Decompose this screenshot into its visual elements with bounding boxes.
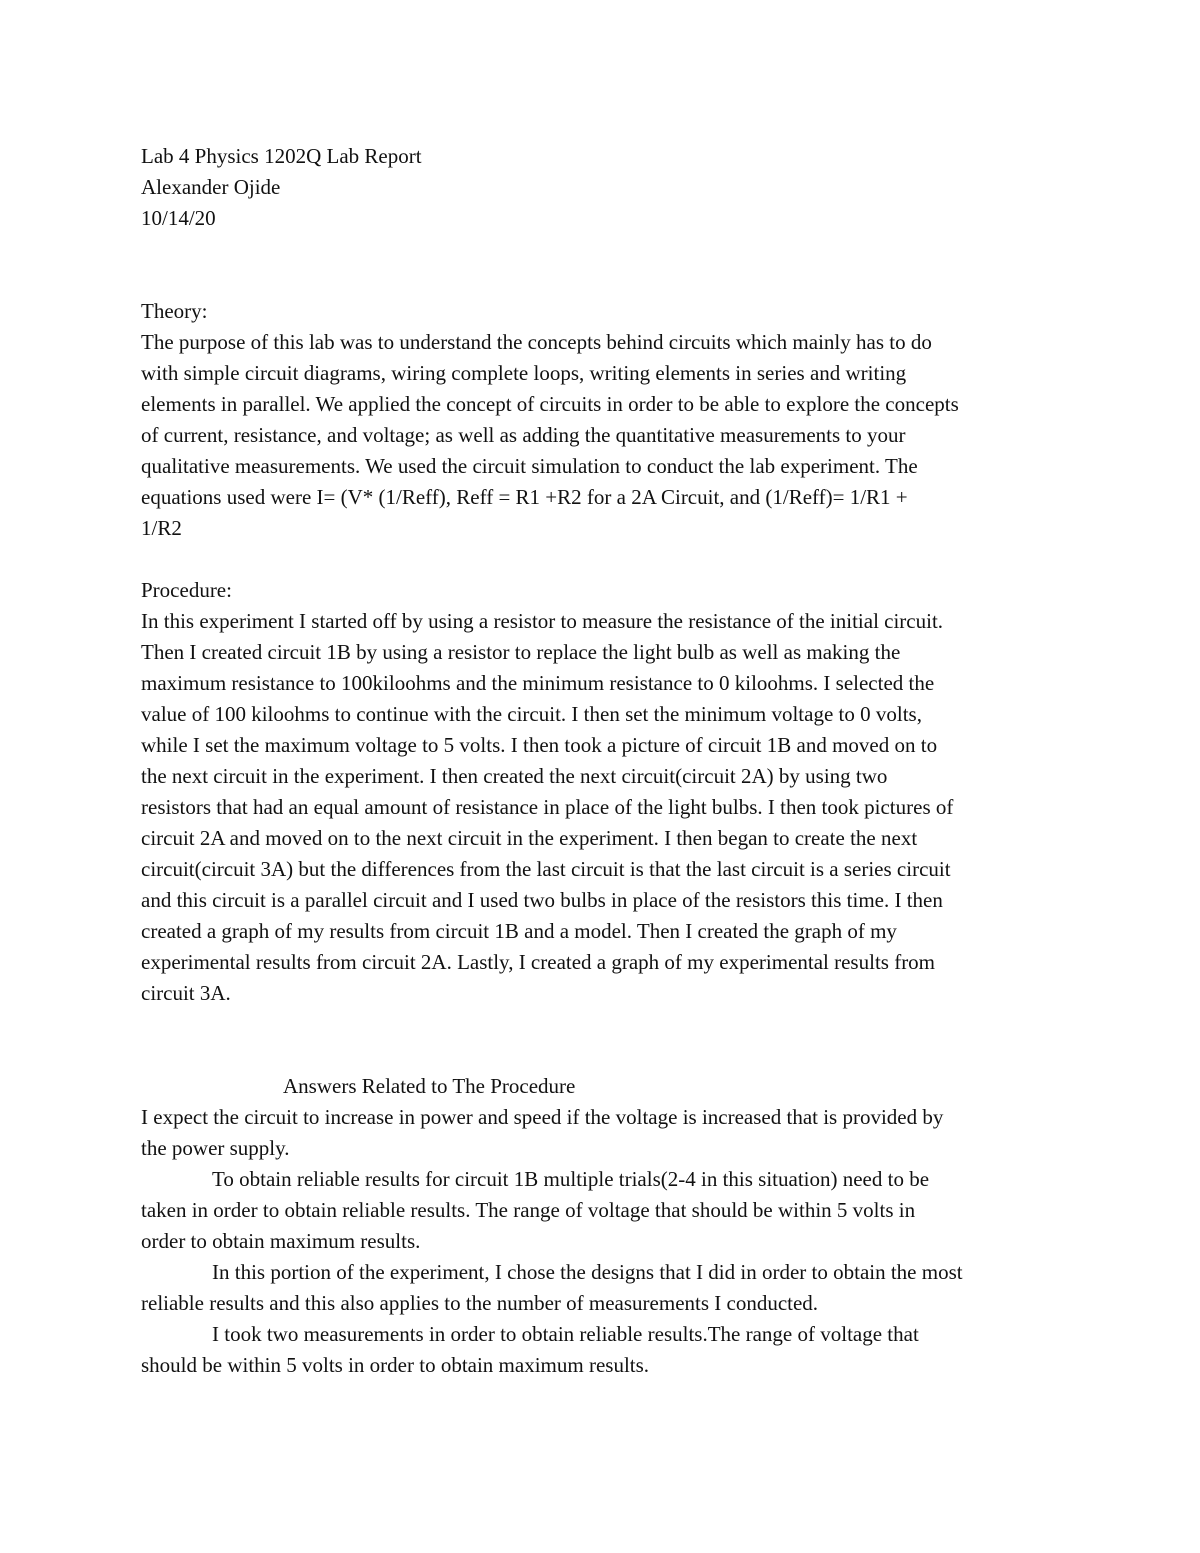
answer-line: should be within 5 volts in order to obtain maximum results. (141, 1353, 650, 1377)
theory-line: 1/R2 (141, 516, 182, 540)
spacer (141, 1009, 1066, 1071)
document-title: Lab 4 Physics 1202Q Lab Report (141, 144, 422, 168)
procedure-line: created a graph of my results from circuit 1B and a model. Then I created the graph of my (141, 919, 897, 943)
answer-line: the power supply. (141, 1136, 290, 1160)
document-date: 10/14/20 (141, 206, 216, 230)
procedure-line: and this circuit is a parallel circuit and I used two bulbs in place of the resistors this time. I then (141, 888, 943, 912)
answer-paragraph (141, 1257, 1066, 1319)
procedure-section (141, 575, 1066, 1009)
answer-line: In this portion of the experiment, I chose the designs that I did in order to obtain the most (212, 1260, 963, 1284)
author-name: Alexander Ojide (141, 175, 281, 199)
procedure-heading: Procedure: (141, 578, 232, 602)
theory-heading: Theory: (141, 299, 208, 323)
theory-line: qualitative measurements. We used the circuit simulation to conduct the lab experiment. The (141, 454, 918, 478)
theory-line: The purpose of this lab was to understand the concepts behind circuits which mainly has to do (141, 330, 932, 354)
procedure-line: experimental results from circuit 2A. Lastly, I created a graph of my experimental results from (141, 950, 936, 974)
procedure-line: circuit(circuit 3A) but the differences from the last circuit is that the last circuit is a series circuit (141, 857, 951, 881)
theory-line: with simple circuit diagrams, wiring complete loops, writing elements in series and writing (141, 361, 907, 385)
answer-line: I took two measurements in order to obtain reliable results.The range of voltage that (212, 1322, 919, 1346)
procedure-line: value of 100 kiloohms to continue with the circuit. I then set the minimum voltage to 0 volts, (141, 702, 922, 726)
answer-line: taken in order to obtain reliable results. The range of voltage that should be within 5 volts in (141, 1198, 916, 1222)
procedure-line: In this experiment I started off by using a resistor to measure the resistance of the initial circuit. (141, 609, 944, 633)
procedure-line: the next circuit in the experiment. I then created the next circuit(circuit 2A) by using two (141, 764, 888, 788)
procedure-line: while I set the maximum voltage to 5 volts. I then took a picture of circuit 1B and moved on to (141, 733, 938, 757)
procedure-line: resistors that had an equal amount of resistance in place of the light bulbs. I then took pictures of (141, 795, 954, 819)
procedure-line: circuit 3A. (141, 981, 231, 1005)
answer-line: reliable results and this also applies to the number of measurements I conducted. (141, 1291, 819, 1315)
answer-line: To obtain reliable results for circuit 1B multiple trials(2-4 in this situation) need to be (212, 1167, 930, 1191)
answer-line: I expect the circuit to increase in power and speed if the voltage is increased that is provided by (141, 1105, 944, 1129)
procedure-line: circuit 2A and moved on to the next circuit in the experiment. I then began to create the next (141, 826, 918, 850)
answer-line: order to obtain maximum results. (141, 1229, 421, 1253)
spacer (141, 234, 1066, 296)
procedure-line: Then I created circuit 1B by using a resistor to replace the light bulb as well as making the (141, 640, 901, 664)
procedure-line: maximum resistance to 100kiloohms and the minimum resistance to 0 kiloohms. I selected the (141, 671, 935, 695)
theory-line: of current, resistance, and voltage; as well as adding the quantitative measurements to your (141, 423, 906, 447)
document-body (141, 141, 1066, 1381)
answer-paragraph (141, 1164, 1066, 1257)
spacer (141, 544, 1066, 575)
theory-section (141, 296, 1066, 544)
theory-line: elements in parallel. We applied the concept of circuits in order to be able to explore the concepts (141, 392, 959, 416)
answers-section (141, 1071, 1066, 1381)
answer-paragraph (141, 1102, 1066, 1164)
answer-paragraph (141, 1319, 1066, 1381)
header-block (141, 141, 1066, 234)
answers-heading: Answers Related to The Procedure (283, 1074, 576, 1098)
theory-line: equations used were I= (V* (1/Reff), Reff = R1 +R2 for a 2A Circuit, and (1/Reff)= 1/R1 + (141, 485, 908, 509)
